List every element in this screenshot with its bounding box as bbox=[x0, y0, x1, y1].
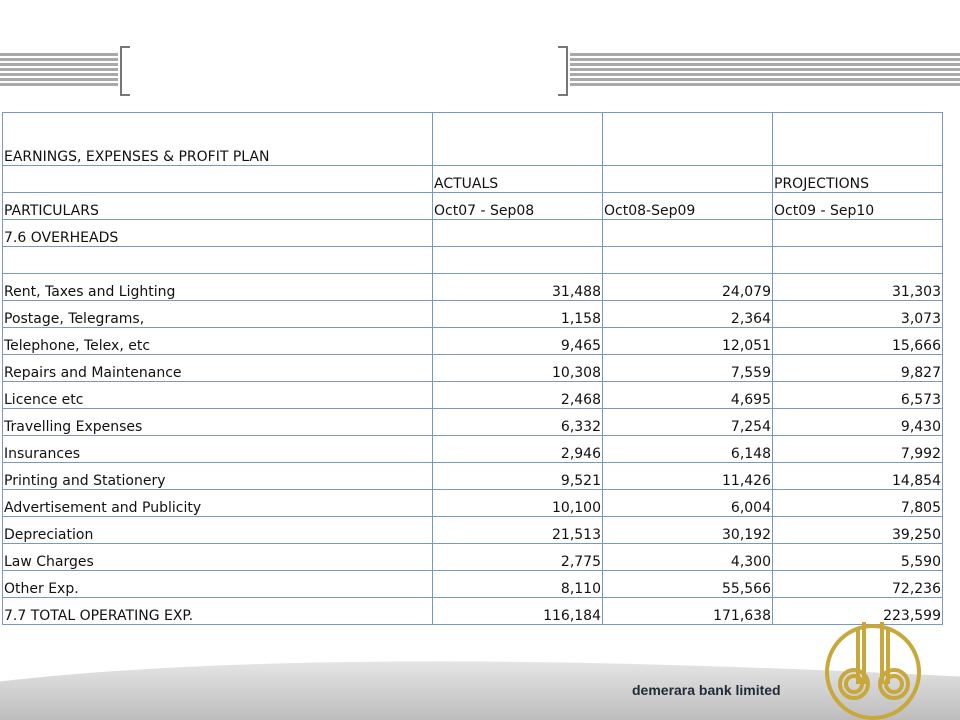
row-value: 6,332 bbox=[433, 409, 603, 436]
row-value: 9,827 bbox=[773, 355, 943, 382]
total-row bbox=[3, 598, 943, 625]
header-stripes-right bbox=[570, 53, 960, 87]
total-value: 171,638 bbox=[603, 598, 773, 625]
group-header-projections: PROJECTIONS bbox=[773, 166, 943, 193]
row-value: 2,468 bbox=[433, 382, 603, 409]
row-value: 31,488 bbox=[433, 274, 603, 301]
row-value: 39,250 bbox=[773, 517, 943, 544]
column-header: Oct07 - Sep08 bbox=[433, 193, 603, 220]
row-value: 21,513 bbox=[433, 517, 603, 544]
row-value: 2,775 bbox=[433, 544, 603, 571]
section-row bbox=[3, 220, 943, 247]
table-row bbox=[3, 301, 943, 328]
header-bracket-left bbox=[120, 46, 130, 96]
column-header: PARTICULARS bbox=[3, 193, 433, 220]
row-value: 55,566 bbox=[603, 571, 773, 598]
header-stripes-left bbox=[0, 53, 118, 87]
table-title: EARNINGS, EXPENSES & PROFIT PLAN bbox=[3, 113, 433, 166]
row-label: Insurances bbox=[3, 436, 433, 463]
table-row bbox=[3, 463, 943, 490]
row-value: 10,100 bbox=[433, 490, 603, 517]
group-header-actuals: ACTUALS bbox=[433, 166, 603, 193]
row-value: 31,303 bbox=[773, 274, 943, 301]
table-row bbox=[3, 409, 943, 436]
row-value: 2,946 bbox=[433, 436, 603, 463]
row-label: Repairs and Maintenance bbox=[3, 355, 433, 382]
row-value: 9,465 bbox=[433, 328, 603, 355]
earnings-expenses-table bbox=[2, 112, 943, 625]
row-value: 7,559 bbox=[603, 355, 773, 382]
column-header: Oct08-Sep09 bbox=[603, 193, 773, 220]
table-row bbox=[3, 328, 943, 355]
row-value: 9,430 bbox=[773, 409, 943, 436]
table-row bbox=[3, 274, 943, 301]
row-label: Postage, Telegrams, bbox=[3, 301, 433, 328]
row-value: 9,521 bbox=[433, 463, 603, 490]
table-row bbox=[3, 517, 943, 544]
row-value: 1,158 bbox=[433, 301, 603, 328]
row-label: Depreciation bbox=[3, 517, 433, 544]
row-label: Rent, Taxes and Lighting bbox=[3, 274, 433, 301]
table-row bbox=[3, 544, 943, 571]
row-label: Telephone, Telex, etc bbox=[3, 328, 433, 355]
row-value: 8,110 bbox=[433, 571, 603, 598]
row-value: 4,300 bbox=[603, 544, 773, 571]
column-header: Oct09 - Sep10 bbox=[773, 193, 943, 220]
row-label: Licence etc bbox=[3, 382, 433, 409]
row-value: 4,695 bbox=[603, 382, 773, 409]
row-value: 6,148 bbox=[603, 436, 773, 463]
column-header-row bbox=[3, 193, 943, 220]
row-value: 10,308 bbox=[433, 355, 603, 382]
row-label: Other Exp. bbox=[3, 571, 433, 598]
total-value: 116,184 bbox=[433, 598, 603, 625]
row-label: Advertisement and Publicity bbox=[3, 490, 433, 517]
row-value: 24,079 bbox=[603, 274, 773, 301]
row-value: 7,992 bbox=[773, 436, 943, 463]
row-value: 3,073 bbox=[773, 301, 943, 328]
table-row bbox=[3, 490, 943, 517]
row-value: 7,805 bbox=[773, 490, 943, 517]
group-header bbox=[603, 166, 773, 193]
table-row bbox=[3, 382, 943, 409]
table-row bbox=[3, 436, 943, 463]
group-header bbox=[3, 166, 433, 193]
total-label: 7.7 TOTAL OPERATING EXP. bbox=[3, 598, 433, 625]
bank-name: demerara bank limited bbox=[632, 682, 781, 698]
row-value: 6,573 bbox=[773, 382, 943, 409]
row-value: 15,666 bbox=[773, 328, 943, 355]
row-value: 5,590 bbox=[773, 544, 943, 571]
row-value: 30,192 bbox=[603, 517, 773, 544]
row-label: Printing and Stationery bbox=[3, 463, 433, 490]
row-value: 2,364 bbox=[603, 301, 773, 328]
row-value: 11,426 bbox=[603, 463, 773, 490]
header-bracket-right bbox=[558, 46, 568, 96]
section-label: 7.6 OVERHEADS bbox=[3, 220, 433, 247]
row-value: 6,004 bbox=[603, 490, 773, 517]
spacer-row bbox=[3, 247, 943, 274]
row-value: 7,254 bbox=[603, 409, 773, 436]
total-value: 223,599 bbox=[773, 598, 943, 625]
row-value: 12,051 bbox=[603, 328, 773, 355]
table-row bbox=[3, 571, 943, 598]
row-label: Travelling Expenses bbox=[3, 409, 433, 436]
table-row bbox=[3, 355, 943, 382]
table-title-row bbox=[3, 113, 943, 166]
row-label: Law Charges bbox=[3, 544, 433, 571]
row-value: 14,854 bbox=[773, 463, 943, 490]
bank-logo bbox=[812, 612, 934, 720]
group-header-row bbox=[3, 166, 943, 193]
row-value: 72,236 bbox=[773, 571, 943, 598]
